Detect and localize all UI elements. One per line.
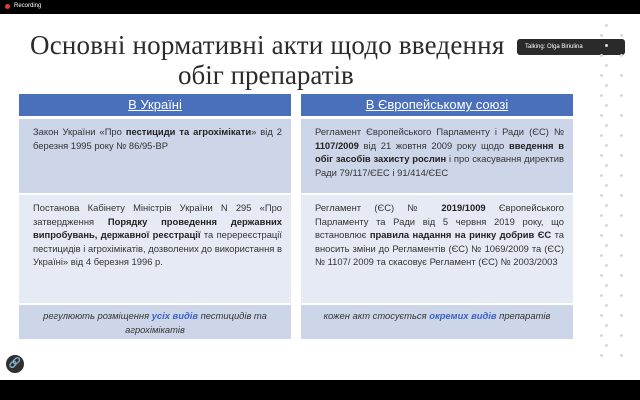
cell-bold-text: Порядку проведення державних випробувань, державної реєстрації [33,215,282,241]
eu-regulation-1107-cell [301,119,573,193]
decorative-dot [600,154,603,157]
decorative-dot [620,194,623,197]
decorative-dot [605,244,608,247]
recording-label: Recording [14,3,42,9]
decorative-dot [600,134,603,137]
decorative-dot [600,234,603,237]
decorative-dot [605,204,608,207]
decorative-dot [605,164,608,167]
cell-bold-text: 1107/2009 [315,139,359,151]
column-header-eu: В Європейському союзі [301,94,573,116]
ukraine-law-cell [19,119,291,193]
column-eu [301,94,573,339]
decorative-dot [600,294,603,297]
decorative-dot [620,274,623,277]
decorative-dot [620,354,623,357]
decorative-dot [605,124,608,127]
slide-title-line2: обіг препаратів [178,60,354,90]
cell-text: » від 2 березня 1995 року № 86/95-ВР [33,126,282,151]
decorative-dot [620,234,623,237]
decorative-dot [605,184,608,187]
decorative-dot [605,284,608,287]
decorative-dot [600,354,603,357]
cell-text: Закон України «Про [33,126,126,137]
decorative-dot [620,34,623,37]
decorative-dot [600,314,603,317]
decorative-dot [605,44,608,47]
slide-title-line1: Основні нормативні акти щодо введення [30,30,505,60]
decorative-dot [600,54,603,57]
column-header-ukraine: В Україні [19,94,291,116]
ukraine-resolution-cell [19,195,291,303]
eu-summary-cell [301,305,573,339]
column-ukraine [19,94,291,339]
cell-text: кожен акт стосується [323,310,430,321]
top-bar [0,0,640,14]
decorative-dot [600,114,603,117]
cell-text: Постанова Кабінету Міністрів України N 295 «Про затвердження [33,202,282,227]
decorative-dot [605,224,608,227]
cell-bold-text: правила надання на ринку добрив ЄС [369,229,552,241]
decorative-dot [620,154,623,157]
cell-accent-text: усіх видів [151,310,199,321]
cell-text: та перереєстрації пестицидів і агрохімікатів, дозволених до використання в Україні» від 4 березня 1996 р. [33,229,282,268]
recording-indicator [5,3,41,9]
cell-text: від 21 жовтня 2009 року щодо [358,139,509,151]
cell-text: регулюють розміщення [43,310,152,321]
cell-text: Регламент Європейського Парламенту і Ради (ЄС) № [315,126,564,137]
decorative-dot [605,304,608,307]
decorative-dot [605,84,608,87]
decorative-dot [600,174,603,177]
decorative-dots [595,24,635,354]
ukraine-summary-cell [19,305,291,339]
decorative-dot [605,144,608,147]
decorative-dot [605,344,608,347]
cell-text: препаратів [496,310,551,321]
decorative-dot [605,264,608,267]
decorative-dot [620,334,623,337]
decorative-dot [620,94,623,97]
cell-text: Регламент (ЄС) № [315,202,442,213]
decorative-dot [620,74,623,77]
decorative-dot [600,194,603,197]
cell-accent-text: окремих видів [429,310,497,321]
decorative-dot [600,214,603,217]
decorative-dot [600,254,603,257]
cell-bold-text: 2019/1009 [441,202,486,213]
decorative-dot [620,114,623,117]
cell-bold-text: введення в обіг засобів захисту рослин [315,139,564,165]
slide [0,14,640,380]
decorative-dot [605,104,608,107]
link-icon[interactable]: 🔗 [6,355,24,373]
decorative-dot [600,274,603,277]
decorative-dot [605,324,608,327]
decorative-dot [620,294,623,297]
decorative-dot [600,334,603,337]
decorative-dot [600,74,603,77]
decorative-dot [605,64,608,67]
decorative-dot [600,34,603,37]
cell-text: Європейського Парламенту та Ради від 5 червня 2019 року, що встановлює [315,202,564,241]
cell-bold-text: пестициди та агрохімікати [125,126,252,137]
decorative-dot [620,214,623,217]
bottom-bar [0,380,640,400]
decorative-dot [605,24,608,27]
decorative-dot [620,54,623,57]
record-dot-icon [5,4,10,9]
talking-indicator: Talking: Olga Biriulina [517,39,625,55]
decorative-dot [620,134,623,137]
decorative-dot [600,94,603,97]
cell-text: і про скасування директив Ради 79/117/ЄЕС і 91/414/ЄЕС [315,153,564,178]
decorative-dot [620,314,623,317]
decorative-dot [620,254,623,257]
cell-text: пестицидів та агрохімікатів [125,310,267,335]
eu-regulation-2019-cell [301,195,573,303]
cell-text: та вносить зміни до Регламентів (ЄС) № 1069/2009 та (ЄС) № 1107/ 2009 та скасовує Регламент (ЄС) № 2003/2003 [315,229,564,268]
decorative-dot [620,174,623,177]
